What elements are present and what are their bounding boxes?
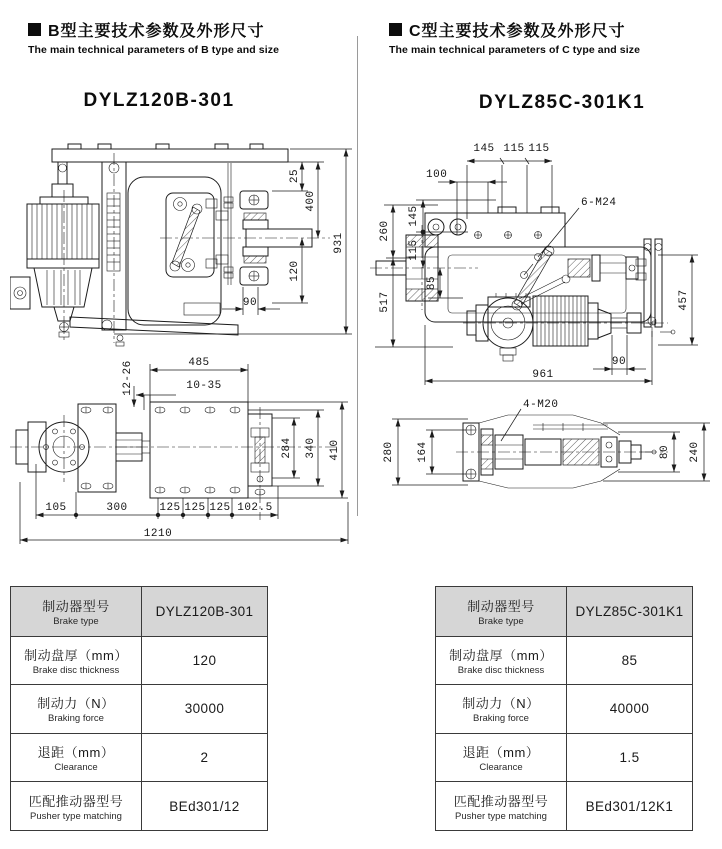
c-side-dimensions <box>383 399 710 485</box>
label-cn: 制动器型号 <box>467 598 535 614</box>
dim-label-961: 961 <box>532 369 554 381</box>
c-type-model-title: DYLZ85C-301K1 <box>478 92 646 113</box>
label-cn: 制动器型号 <box>42 598 110 614</box>
c-row-clearance-value: 1.5 <box>566 733 692 782</box>
b-type-section-header <box>28 18 279 56</box>
label-en: Clearance <box>479 762 523 774</box>
dim-label-125c: 125 <box>209 502 231 514</box>
dim-label-240: 240 <box>689 441 701 463</box>
dim-label-410: 410 <box>329 439 341 461</box>
c-row-braking-force-label <box>436 684 566 733</box>
b-type-spec-table <box>10 586 268 831</box>
b-row-braking-force-label <box>11 684 141 733</box>
label-cn: 退距（mm） <box>462 745 540 761</box>
dim-label-164: 164 <box>417 441 429 463</box>
label-cn: 制动力（N） <box>462 696 540 712</box>
dim-label-517: 517 <box>379 291 391 313</box>
dim-label-4-m20: 4-M20 <box>523 399 559 411</box>
label-cn: 制动力（N） <box>37 696 115 712</box>
dim-label-1210: 1210 <box>143 528 173 540</box>
b-type-plan-view-drawing <box>8 352 358 557</box>
b-front-drawing-lines <box>10 144 330 346</box>
label-cn: 匹配推动器型号 <box>453 793 549 809</box>
dim-label-931: 931 <box>333 232 345 254</box>
label-cn: 制动盘厚（mm） <box>24 647 128 663</box>
c-type-heading-en: The main technical parameters of C type and size <box>389 44 641 56</box>
b-type-heading-cn <box>28 18 279 41</box>
dim-label-80: 80 <box>659 444 671 460</box>
dim-label-115-top1: 115 <box>503 143 525 155</box>
label-cn: 制动盘厚（mm） <box>449 647 553 663</box>
dim-label-145-left: 145 <box>408 205 420 227</box>
dim-label-6-m24: 6-M24 <box>581 197 617 209</box>
label-en: Pusher type matching <box>455 810 547 822</box>
dim-label-115-top2: 115 <box>528 143 550 155</box>
dim-label-260: 260 <box>379 220 391 242</box>
c-row-pusher-label <box>436 781 566 830</box>
dim-label-85: 85 <box>426 275 438 291</box>
b-type-front-view-drawing <box>10 135 355 350</box>
label-en: Brake disc thickness <box>457 664 545 676</box>
b-row-pusher-value: BEd301/12 <box>141 781 267 830</box>
b-row-clearance-value: 2 <box>141 733 267 782</box>
dim-label-125b: 125 <box>184 502 206 514</box>
b-row-brake-type-label <box>11 587 141 636</box>
dim-label-115-left: 115 <box>408 239 420 261</box>
dim-label-125a: 125 <box>159 502 181 514</box>
c-type-heading-cn <box>389 18 640 41</box>
label-en: Brake disc thickness <box>32 664 120 676</box>
b-type-heading-text: B型主要技术参数及外形尺寸 <box>48 23 265 40</box>
c-row-disc-thickness-value: 85 <box>566 636 692 685</box>
dim-label-10-35: 10-35 <box>186 380 222 392</box>
b-row-disc-thickness-label <box>11 636 141 685</box>
dim-label-400: 400 <box>305 190 317 212</box>
c-type-heading-text: C型主要技术参数及外形尺寸 <box>409 23 626 40</box>
label-en: Clearance <box>54 762 98 774</box>
label-en: Braking force <box>48 713 104 725</box>
c-plan-drawing-lines <box>370 207 675 361</box>
dim-label-120: 120 <box>289 260 301 282</box>
dim-label-485: 485 <box>188 357 210 369</box>
dim-label-12-26: 12-26 <box>122 360 134 396</box>
c-row-clearance-label <box>436 733 566 782</box>
c-type-section-header <box>389 18 640 56</box>
label-en: Pusher type matching <box>30 810 122 822</box>
b-row-braking-force-value: 30000 <box>141 684 267 733</box>
b-type-model-title: DYLZ120B-301 <box>83 90 235 111</box>
c-row-braking-force-value: 40000 <box>566 684 692 733</box>
c-row-brake-type-value: DYLZ85C-301K1 <box>566 587 692 636</box>
b-row-pusher-label <box>11 781 141 830</box>
b-row-clearance-label <box>11 733 141 782</box>
c-type-side-view-drawing <box>368 395 718 505</box>
dim-label-90-b: 90 <box>242 297 258 309</box>
dim-label-457: 457 <box>678 289 690 311</box>
c-row-pusher-value: BEd301/12K1 <box>566 781 692 830</box>
dim-label-284: 284 <box>281 437 293 459</box>
b-type-heading-en: The main technical parameters of B type and size <box>28 44 280 56</box>
dim-label-102-5: 102.5 <box>237 502 273 514</box>
c-row-disc-thickness-label <box>436 636 566 685</box>
dim-label-280: 280 <box>383 441 395 463</box>
b-row-brake-type-value: DYLZ120B-301 <box>141 587 267 636</box>
dim-label-340: 340 <box>305 437 317 459</box>
label-en: Braking force <box>473 713 529 725</box>
c-type-spec-table <box>435 586 693 831</box>
dim-label-300: 300 <box>106 502 128 514</box>
c-row-brake-type-label <box>436 587 566 636</box>
dim-label-105: 105 <box>45 502 67 514</box>
label-cn: 退距（mm） <box>37 745 115 761</box>
square-bullet-icon <box>389 23 402 36</box>
column-divider <box>357 36 358 516</box>
dim-label-100: 100 <box>426 169 448 181</box>
label-en: Brake type <box>478 615 524 627</box>
square-bullet-icon <box>28 23 41 36</box>
dim-label-90-c: 90 <box>611 356 627 368</box>
label-en: Brake type <box>53 615 99 627</box>
b-row-disc-thickness-value: 120 <box>141 636 267 685</box>
label-cn: 匹配推动器型号 <box>28 793 124 809</box>
dim-label-145-top: 145 <box>473 143 495 155</box>
b-plan-dimensions <box>20 357 348 544</box>
dim-label-25: 25 <box>289 168 301 184</box>
c-type-plan-view-drawing <box>368 135 718 390</box>
c-side-drawing-lines <box>456 415 668 488</box>
